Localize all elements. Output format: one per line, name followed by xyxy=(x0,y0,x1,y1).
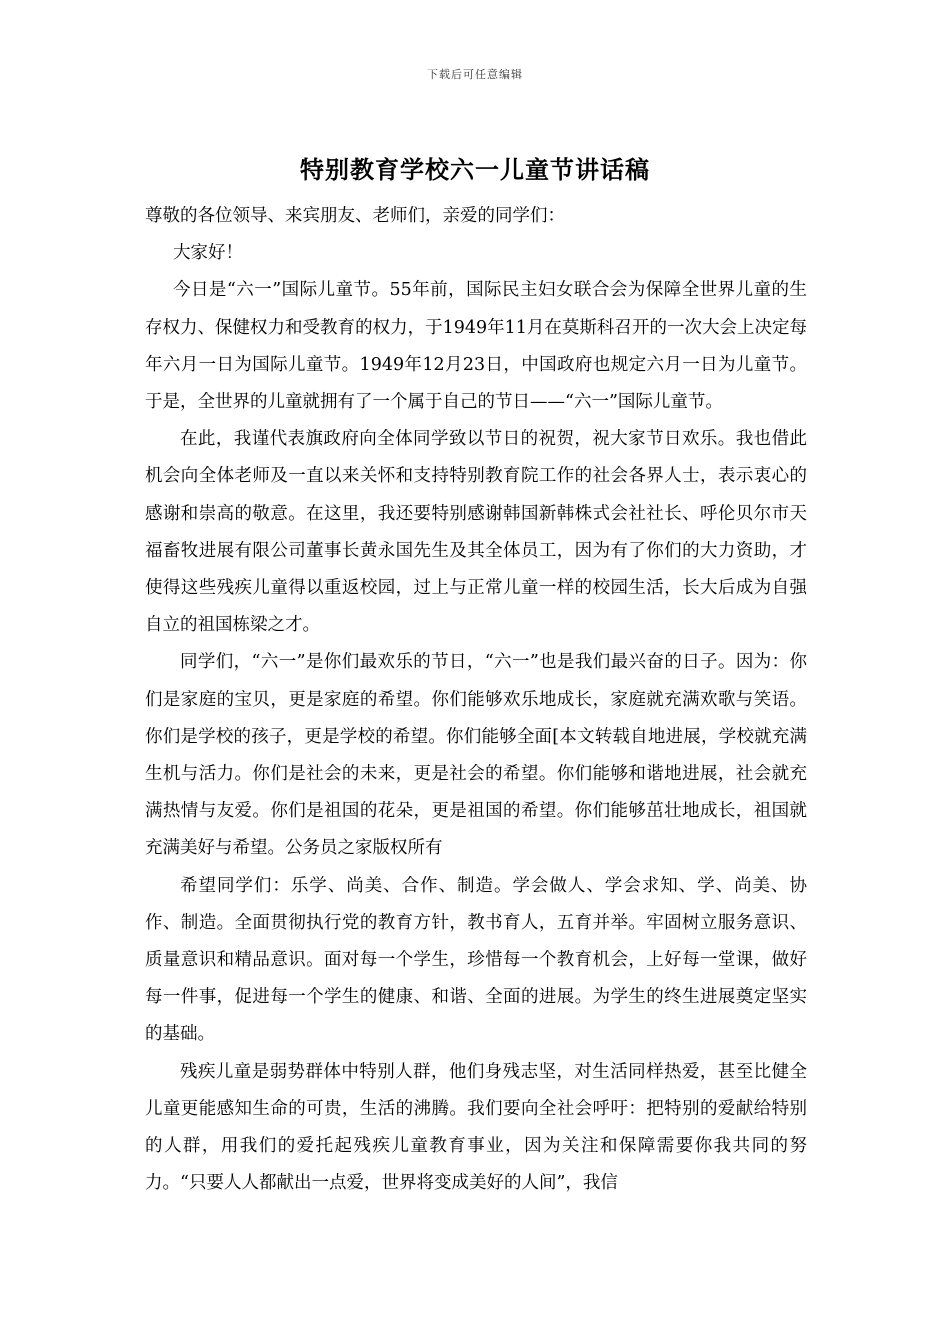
paragraph-2: 在此，我谨代表旗政府向全体同学致以节日的祝贺，祝大家节日欢乐。我也借此机会向全体老师及一直以来关怀和支持特别教育院工作的社会各界人士，表示衷心的感谢和崇高的敬意。在这里，我还要特别感谢韩国新韩株式会社社长、呼伦贝尔市天福畜牧进展有限公司董事长黄永国先生及其全体员工，因为有了你们的大力资助，才使得这些残疾儿童得以重返校园，过上与正常儿童一样的校园生活，长大后成为自强自立的祖国栋梁之才。 xyxy=(145,429,807,636)
salutation: 尊敬的各位领导、来宾朋友、老师们，亲爱的同学们： xyxy=(145,206,565,226)
paragraph-3: 同学们，“六一”是你们最欢乐的节日，“六一”也是我们最兴奋的日子。因为：你们是家庭的宝贝，更是家庭的希望。你们能够欢乐地成长，家庭就充满欢歌与笑语。你们是学校的孩子，更是学校的希望。你们能够全面[本文转载自地进展，学校就充满生机与活力。你们是社会的未来，更是社会的希望。你们能够和谐地进展，社会就充满热情与友爱。你们是祖国的花朵，更是祖国的希望。你们能够茁壮地成长，祖国就充满美好与希望。公务员之家版权所有 xyxy=(145,652,807,859)
paragraph-5: 残疾儿童是弱势群体中特别人群，他们身残志坚，对生活同样热爱，甚至比健全儿童更能感知生命的可贵，生活的沸腾。我们要向全社会呼吁：把特别的爱献给特别的人群，用我们的爱托起残疾儿童教育事业，因为关注和保障需要你我共同的努力。“只要人人都献出一点爱，世界将变成美好的人间”，我信 xyxy=(145,1061,807,1194)
greeting: 大家好！ xyxy=(173,243,243,264)
paragraph-1: 今日是“六一”国际儿童节。55年前，国际民主妇女联合会为保障全世界儿童的生存权力、保健权力和受教育的权力，于1949年11月在莫斯科召开的一次大会上决定每年六月一日为国际儿童节。1949年12月23日，中国政府也规定六月一日为儿童节。于是，全世界的儿童就拥有了一个属于自己的节日——“六一”国际儿童节。 xyxy=(145,280,807,413)
document-title: 特别教育学校六一儿童节讲话稿 xyxy=(300,155,650,184)
document-body xyxy=(145,198,807,1202)
paragraph-4: 希望同学们：乐学、尚美、合作、制造。学会做人、学会求知、学、尚美、协作、制造。全面贯彻执行党的教育方针，教书育人，五育并举。牢固树立服务意识、质量意识和精品意识。面对每一个学生，珍惜每一个教育机会，上好每一堂课，做好每一件事，促进每一个学生的健康、和谐、全面的进展。为学生的终生进展奠定坚实的基础。 xyxy=(145,875,807,1045)
header-note: 下载后可任意编辑 xyxy=(427,68,523,81)
